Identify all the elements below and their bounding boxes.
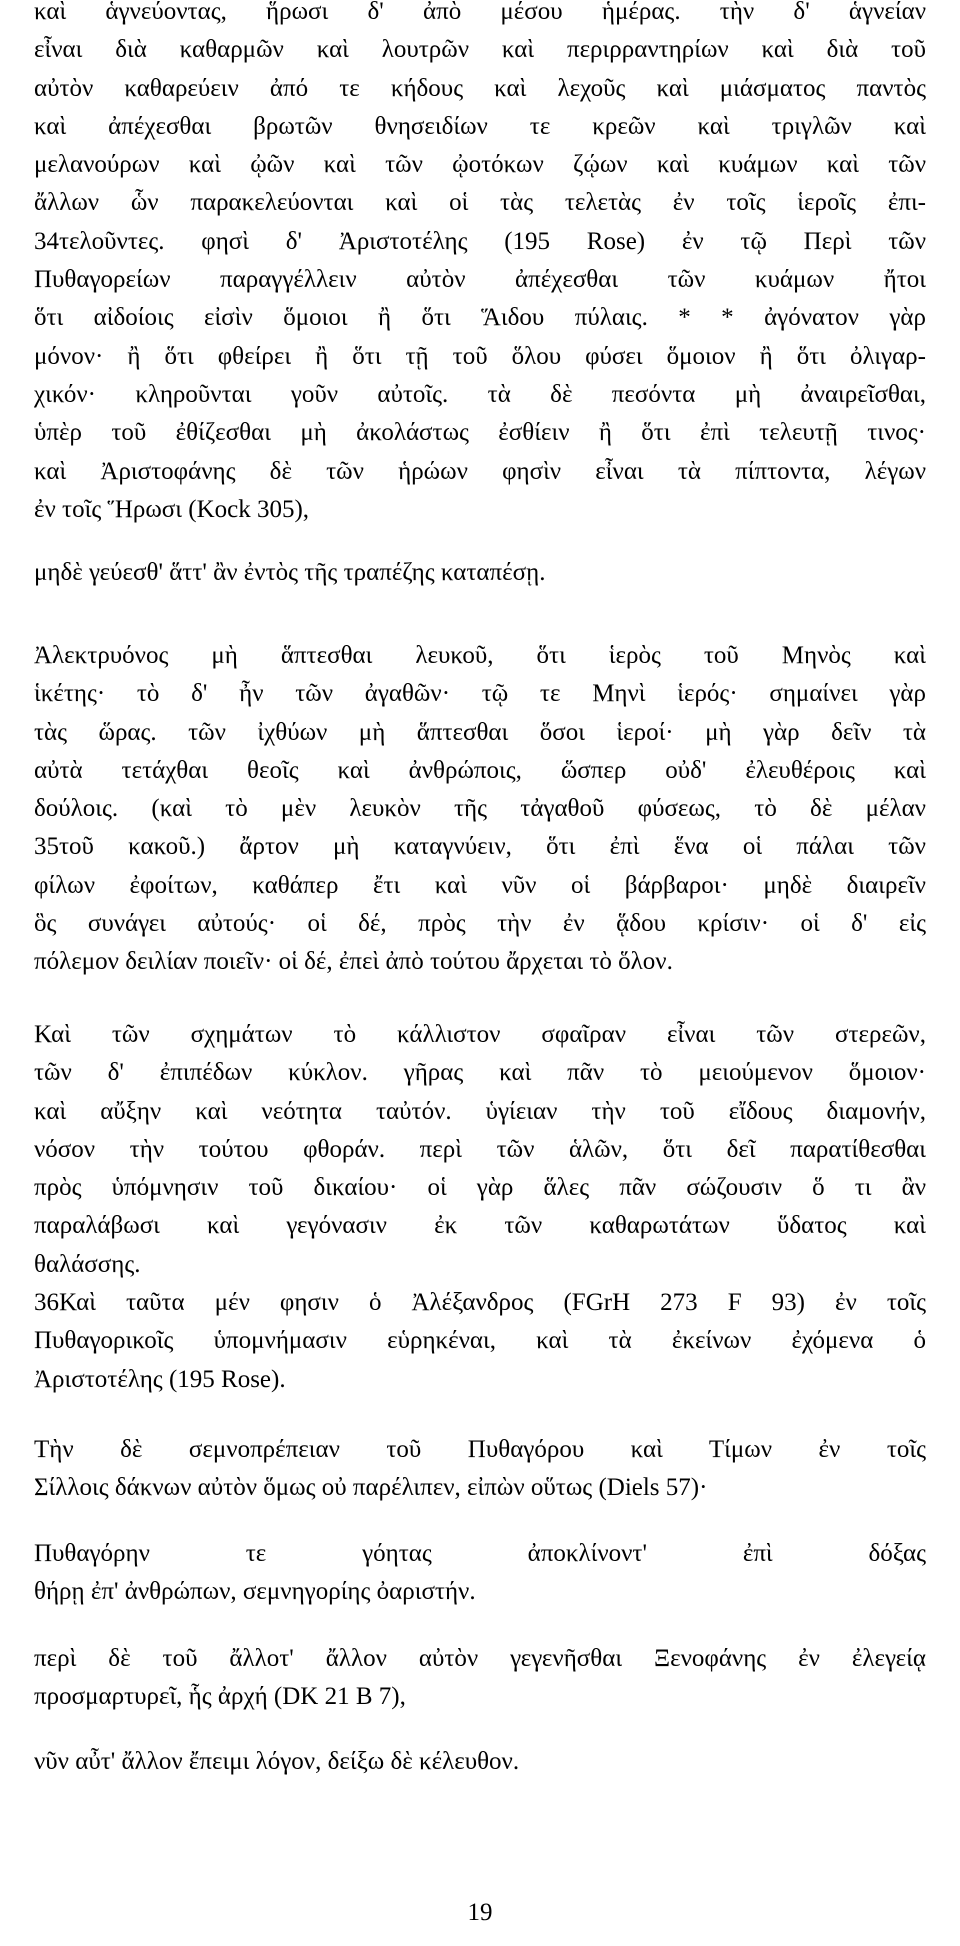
verse-quote-xenophanes bbox=[34, 1743, 926, 1781]
text-line: Ἀλεκτρυόνος μὴ ἅπτεσθαι λευκοῦ, ὅτι ἱερὸς τοῦ Μηνὸς καὶ bbox=[34, 642, 926, 669]
text-line: 34τελοῦντες. φησὶ δ' Ἀριστοτέλης (195 Rose) ἐν τῷ Περὶ τῶν bbox=[34, 227, 926, 255]
text-line: περὶ δὲ τοῦ ἄλλοτ' ἄλλον αὐτὸν γεγενῆσθαι Ξενοφάνης ἐν ἐλεγείᾳ bbox=[34, 1645, 926, 1672]
paragraph-xenophanes bbox=[34, 1640, 926, 1717]
text-line: δούλοις. (καὶ τὸ μὲν λευκὸν τῆς τἀγαθοῦ φύσεως, τὸ δὲ μέλαν bbox=[34, 795, 926, 823]
text-line: Τὴν δὲ σεμνοπρέπειαν τοῦ Πυθαγόρου καὶ Τίμων ἐν τοῖς bbox=[34, 1436, 926, 1463]
text-line: 36Καὶ ταῦτα μέν φησιν ὁ Ἀλέξανδρος (FGrH 273 F 93) ἐν τοῖς bbox=[34, 1289, 926, 1317]
text-line: μηδὲ γεύεσθ' ἅττ' ἂν ἐντὸς τῆς τραπέζης καταπέσῃ. bbox=[34, 559, 546, 586]
text-line: μόνον· ἢ ὅτι φθείρει ἢ ὅτι τῇ τοῦ ὅλου φύσει ὅμοιον ἢ ὅτι ὀλιγαρ- bbox=[34, 342, 926, 370]
text-line: καὶ Ἀριστοφάνης δὲ τῶν ἡρώων φησὶν εἶναι τὰ πίπτοντα, λέγων bbox=[34, 457, 926, 485]
text-line: ἱκέτης· τὸ δ' ἦν τῶν ἀγαθῶν· τῷ τε Μηνὶ ἱερός· σημαίνει γὰρ bbox=[34, 680, 926, 708]
verse-quote-aristophanes bbox=[34, 554, 926, 592]
text-line: προσμαρτυρεῖ, ἧς ἀρχή (DK 21 B 7), bbox=[34, 1683, 406, 1711]
text-line: πρὸς ὑπόμνησιν τοῦ δικαίου· οἱ γὰρ ἅλες πᾶν σώζουσιν ὅ τι ἂν bbox=[34, 1174, 926, 1202]
text-line: Ἀριστοτέλης (195 Rose). bbox=[34, 1365, 286, 1393]
paragraph-purity-rules bbox=[34, 0, 926, 529]
text-line: καὶ ἀπέχεσθαι βρωτῶν θνησειδίων τε κρεῶν καὶ τριγλῶν καὶ bbox=[34, 112, 926, 140]
text-line: τῶν δ' ἐπιπέδων κύκλον. γῆρας καὶ πᾶν τὸ μειούμενον ὅμοιον· bbox=[34, 1059, 926, 1087]
page-number: 19 bbox=[467, 1899, 493, 1926]
text-line: καὶ ἁγνεύοντας, ἥρωσι δ' ἀπὸ μέσου ἡμέρας. τὴν δ' ἁγνείαν bbox=[34, 0, 926, 25]
text-line: Σίλλοις δάκνων αὐτὸν ὅμως οὐ παρέλιπεν, εἰπὼν οὕτως (Diels 57)· bbox=[34, 1474, 708, 1502]
text-line: θαλάσσης. bbox=[34, 1250, 141, 1278]
text-line: μελανούρων καὶ ᾠῶν καὶ τῶν ᾠοτόκων ζῴων καὶ κυάμων καὶ τῶν bbox=[34, 151, 926, 179]
paragraph-shapes-and-salt bbox=[34, 1016, 926, 1399]
verse-quote-timon bbox=[34, 1535, 926, 1612]
text-line: ὅτι αἰδοίοις εἰσὶν ὅμοιοι ἢ ὅτι Ἅιδου πύλαις. * * ἀγόνατον γὰρ bbox=[34, 304, 926, 332]
text-line: Καὶ τῶν σχημάτων τὸ κάλλιστον σφαῖραν εἶναι τῶν στερεῶν, bbox=[34, 1021, 926, 1048]
text-line: τὰς ὥρας. τῶν ἰχθύων μὴ ἅπτεσθαι ὅσοι ἱεροί· μὴ γὰρ δεῖν τὰ bbox=[34, 718, 926, 746]
text-line: ὑπὲρ τοῦ ἐθίζεσθαι μὴ ἀκολάστως ἐσθίειν ἢ ὅτι ἐπὶ τελευτῇ τινος· bbox=[34, 419, 926, 447]
text-line: παραλάβωσι καὶ γεγόνασιν ἐκ τῶν καθαρωτάτων ὕδατος καὶ bbox=[34, 1212, 926, 1240]
text-line: καὶ αὔξην καὶ νεότητα ταὐτόν. ὑγίειαν τὴν τοῦ εἴδους διαμονήν, bbox=[34, 1097, 926, 1125]
text-line: ὃς συνάγει αὐτούς· οἱ δέ, πρὸς τὴν ἐν ᾅδου κρίσιν· οἱ δ' εἰς bbox=[34, 910, 926, 938]
text-line: 35τοῦ κακοῦ.) ἄρτον μὴ καταγνύειν, ὅτι ἐπὶ ἕνα οἱ πάλαι τῶν bbox=[34, 833, 926, 861]
text-line: ἄλλων ὧν παρακελεύονται καὶ οἱ τὰς τελετὰς ἐν τοῖς ἱεροῖς ἐπι- bbox=[34, 189, 926, 217]
text-line: θήρῃ ἐπ' ἀνθρώπων, σεμνηγορίης ὀαριστήν. bbox=[34, 1578, 476, 1606]
text-line: αὐτὸν καθαρεύειν ἀπό τε κήδους καὶ λεχοῦς καὶ μιάσματος παντὸς bbox=[34, 74, 926, 102]
text-line: Πυθαγορικοῖς ὑπομνήμασιν εὑρηκέναι, καὶ τὰ ἐκείνων ἐχόμενα ὁ bbox=[34, 1327, 926, 1355]
text-line: νῦν αὖτ' ἄλλον ἔπειμι λόγον, δείξω δὲ κέλευθον. bbox=[34, 1748, 520, 1775]
text-line: αὐτὰ τετάχθαι θεοῖς καὶ ἀνθρώποις, ὥσπερ οὐδ' ἐλευθέροις καὶ bbox=[34, 756, 926, 784]
text-line: εἶναι διὰ καθαρμῶν καὶ λουτρῶν καὶ περιρραντηρίων καὶ διὰ τοῦ bbox=[34, 36, 926, 64]
text-line: φίλων ἐφοίτων, καθάπερ ἔτι καὶ νῦν οἱ βάρβαροι· μηδὲ διαιρεῖν bbox=[34, 871, 926, 899]
text-line: ἐν τοῖς Ἥρωσι (Kock 305), bbox=[34, 495, 310, 523]
text-line: χικόν· κληροῦνται γοῦν αὐτοῖς. τὰ δὲ πεσόντα μὴ ἀναιρεῖσθαι, bbox=[34, 380, 926, 408]
paragraph-rooster-and-bread bbox=[34, 637, 926, 982]
text-line: νόσον τὴν τούτου φθοράν. περὶ τῶν ἁλῶν, ὅτι δεῖ παρατίθεσθαι bbox=[34, 1135, 926, 1163]
text-line: πόλεμον δειλίαν ποιεῖν· οἱ δέ, ἐπεὶ ἀπὸ τούτου ἄρχεται τὸ ὅλον. bbox=[34, 948, 673, 976]
text-line: Πυθαγορείων παραγγέλλειν αὐτὸν ἀπέχεσθαι τῶν κυάμων ἤτοι bbox=[34, 266, 926, 294]
text-line: Πυθαγόρην τε γόητας ἀποκλίνοντ' ἐπὶ δόξας bbox=[34, 1540, 926, 1567]
paragraph-timon-sillois bbox=[34, 1431, 926, 1508]
